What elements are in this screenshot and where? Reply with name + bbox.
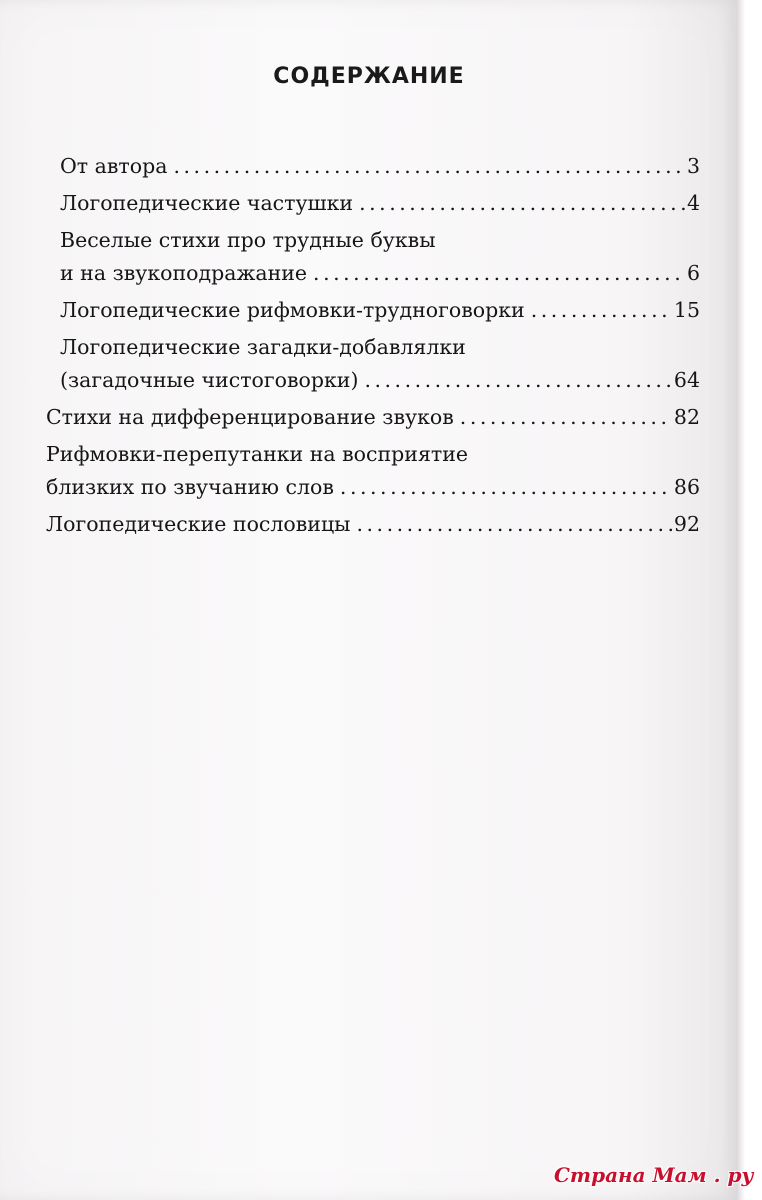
toc-entry-title: Логопедические пословицы (46, 512, 351, 536)
toc-entry-page-number: 6 (686, 261, 700, 285)
dot-leader (359, 187, 685, 220)
page-title: СОДЕРЖАНИЕ (273, 64, 465, 89)
dot-leader (313, 257, 685, 290)
dot-leader (460, 401, 672, 434)
toc-entry-title-line-1: Рифмовки-перепутанки на восприятие (46, 442, 469, 466)
toc-entry-title: Логопедические рифмовки-трудноговорки (60, 298, 525, 322)
toc-entry-rhymes-tongue-twisters (46, 294, 700, 327)
toc-entry-title-line-1: Логопедические загадки-добавлялки (60, 335, 466, 359)
toc-entry-page-number: 3 (686, 154, 700, 178)
toc-entry-page-number: 15 (673, 298, 700, 322)
toc-entry-riddles (46, 331, 700, 397)
page-edge (736, 0, 762, 1200)
dot-leader (531, 294, 672, 327)
toc-entry-page-number: 4 (686, 191, 700, 215)
toc-entry-mixed-up-rhymes (46, 438, 700, 504)
toc-entry-author-foreword (46, 150, 700, 183)
toc-entry-title: Стихи на дифференцирование звуков (46, 405, 454, 429)
toc-entry-speech-therapy-chastushki (46, 187, 700, 220)
toc-entry-page-number: 82 (673, 405, 700, 429)
toc-entry-sound-differentiation (46, 401, 700, 434)
dot-leader (173, 150, 684, 183)
toc-entry-page-number: 92 (673, 512, 700, 536)
dot-leader (356, 508, 671, 541)
toc-entry-title-line-2: и на звукоподражание (60, 261, 308, 285)
dot-leader (340, 471, 672, 504)
toc-entry-title-line-1: Веселые стихи про трудные буквы (60, 228, 436, 252)
toc-entry-page-number: 64 (673, 368, 700, 392)
toc-entry-proverbs (46, 508, 700, 541)
dot-leader (364, 364, 671, 397)
table-of-contents (46, 150, 700, 545)
toc-entry-funny-verses (46, 224, 700, 290)
site-watermark: Страна Мам . ру (554, 1163, 754, 1187)
toc-entry-page-number: 86 (673, 475, 700, 499)
toc-entry-title: Логопедические частушки (60, 191, 354, 215)
toc-entry-title-line-2: близких по звучанию слов (46, 475, 334, 499)
toc-entry-title: От автора (60, 154, 168, 178)
toc-entry-title-line-2: (загадочные чистоговорки) (60, 368, 359, 392)
